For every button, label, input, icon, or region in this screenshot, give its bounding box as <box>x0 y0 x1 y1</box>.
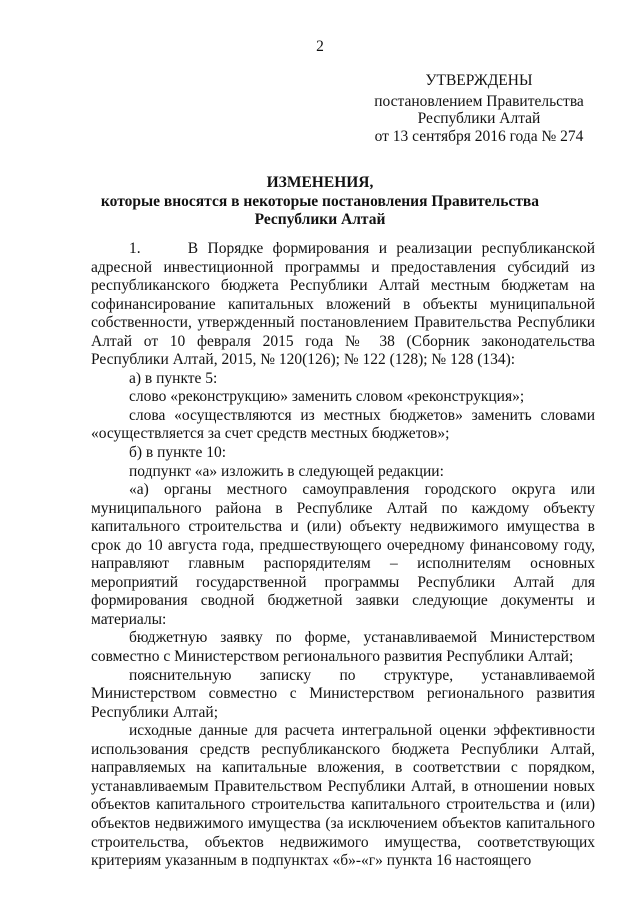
document-title <box>60 174 580 229</box>
paragraph: 1. В Порядке формирования и реализации республиканской адресной инвестиционной программы и предоставления субсидий из республиканского бюджета Республики Алтай местным бюджетам на софинансирование капитальных вложений в объекты муниципальной собственности, утвержденный постановлением Правительства Республики Алтай от 10 февраля 2015 года № 38 (Сборник законодательства Республики Алтай, 2015, № 120(126); № 122 (128); № 128 (134): <box>91 240 595 369</box>
paragraph: слово «реконструкцию» заменить словом «реконструкция»; <box>129 388 525 406</box>
paragraph: а) в пункте 5: <box>129 369 218 387</box>
approval-heading: УТВЕРЖДЕНЫ <box>425 72 533 89</box>
paragraph: пояснительную записку по структуре, устанавливаемой Министерством совместно с Министерством регионального развития Республики Алтай; <box>91 666 595 721</box>
approval-line: постановлением Правительства <box>374 92 584 110</box>
approval-line: от 13 сентября 2016 года № 274 <box>374 127 584 145</box>
paragraph: «а) органы местного самоуправления городского округа или муниципального района в Республике Алтай по каждому объекту капитального строительства и (или) объекту недвижимого имущества в срок до 10 августа года, предшествующего очередному финансовому году, направляют главным распорядителям – исполнителям основных мероприятий государственной программы Республики Алтай для формирования сводной бюджетной заявки следующие документы и материалы: <box>91 481 595 628</box>
paragraph: подпункт «а» изложить в следующей редакции: <box>129 462 444 480</box>
paragraph: слова «осуществляются из местных бюджетов» заменить словами «осуществляется за счет средств местных бюджетов»; <box>91 406 595 443</box>
document-body <box>91 240 595 871</box>
title-main: ИЗМЕНЕНИЯ, <box>266 174 374 191</box>
approval-line: Республики Алтай <box>417 110 541 127</box>
approval-stamp <box>364 72 594 145</box>
paragraph: б) в пункте 10: <box>129 444 227 462</box>
paragraph: бюджетную заявку по форме, устанавливаемой Министерством совместно с Министерством регионального развития Республики Алтай; <box>91 629 595 666</box>
page-number: 2 <box>316 38 324 55</box>
paragraph: исходные данные для расчета интегральной оценки эффективности использования средств республиканского бюджета Республики Алтай, направляемых на капитальные вложения, в соответствии с порядком, устанавливаемым Правительством Республики Алтай, в отношении новых объектов капитального строительства капитального строительства и (или) объектов недвижимого имущества (за исключением объектов капитального строительства, объектов недвижимого имущества, соответствующих критериям указанным в подпунктах «б»-«г» пункта 16 настоящего <box>91 722 595 870</box>
title-sub: которые вносятся в некоторые постановления Правительства Республики Алтай <box>100 193 540 228</box>
